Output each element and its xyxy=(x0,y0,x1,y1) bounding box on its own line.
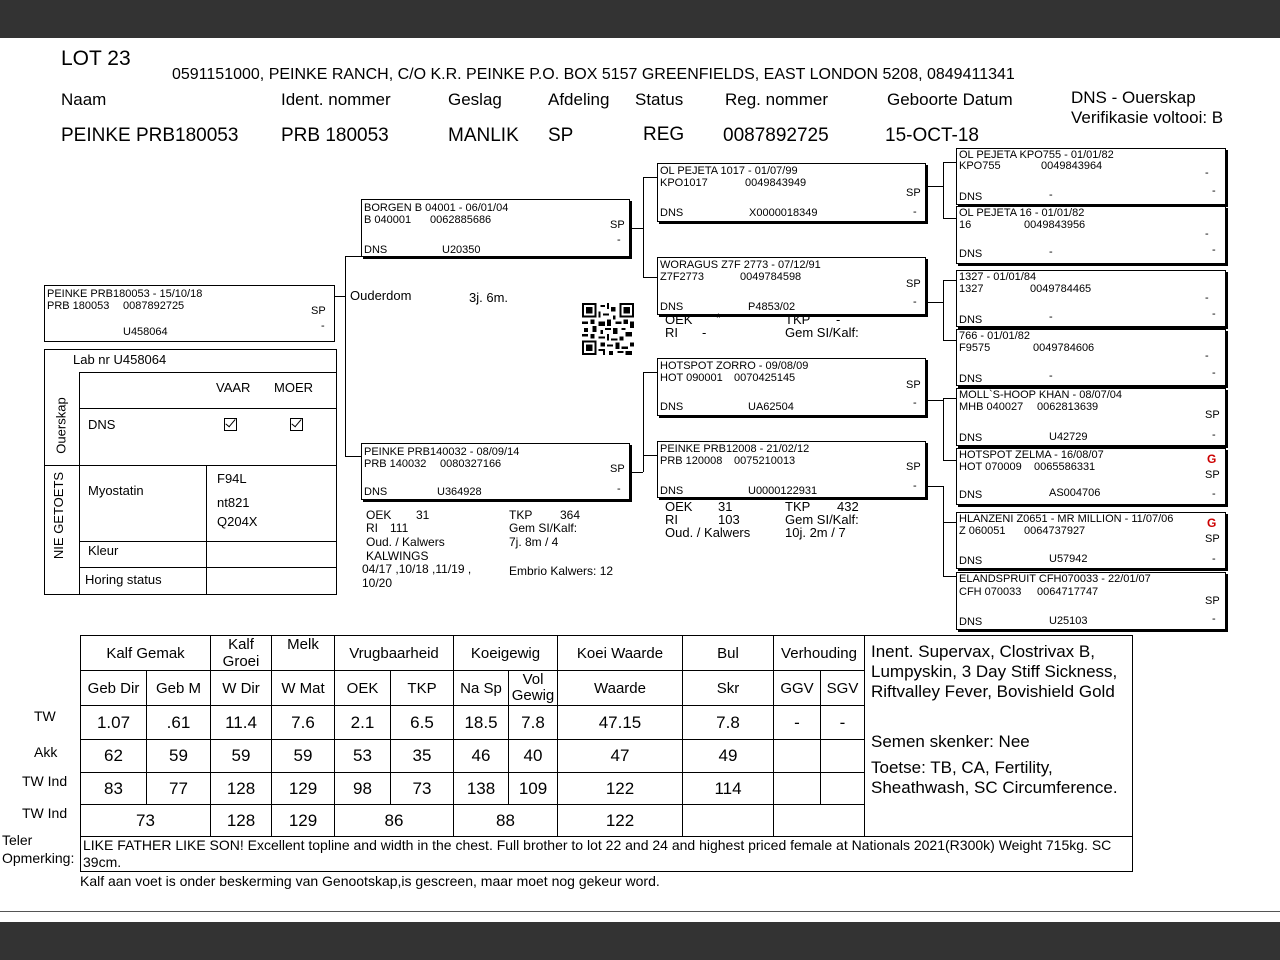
ggp-2-dns: - xyxy=(1049,246,1053,258)
twind-cell: 73 xyxy=(391,773,454,805)
group-kalf-groei: Kalf Groei xyxy=(211,636,272,671)
ss-dns: X0000018349 xyxy=(749,207,818,219)
dam-dns: U364928 xyxy=(437,486,482,498)
twind2-cell: 129 xyxy=(272,805,335,837)
side-notes xyxy=(865,636,1133,837)
col-sgv: SGV xyxy=(821,671,865,706)
tw-cell: 7.8 xyxy=(683,706,774,740)
teler-label: Teler xyxy=(2,832,33,848)
dd-reg: 0075210013 xyxy=(734,455,796,467)
sd-dns-label: DNS xyxy=(660,301,684,313)
sire-box xyxy=(361,199,630,257)
dam-ident: PRB 140032 xyxy=(364,458,427,470)
ggp-2-dns-label: DNS xyxy=(959,248,983,260)
sd-sp: SP xyxy=(906,278,921,290)
dam-reg: 0080327166 xyxy=(440,458,502,470)
horing-label: Horing status xyxy=(85,572,162,587)
tw-cell: 7.6 xyxy=(272,706,335,740)
row-label-tw: TW xyxy=(34,708,56,724)
ggp-7-sp: SP xyxy=(1205,533,1220,545)
ggp-5-dns: U42729 xyxy=(1049,431,1088,443)
col-w-dir: W Dir xyxy=(211,671,272,706)
header-geslag: Geslag xyxy=(448,90,502,109)
dam-oud: 7j. 8m / 4 xyxy=(509,535,559,549)
ss-ident: KPO1017 xyxy=(660,177,708,189)
animal-geslag: MANLIK xyxy=(448,125,519,146)
twind-cell: 128 xyxy=(211,773,272,805)
header-ident: Ident. nommer xyxy=(281,90,391,109)
dd-tkp: 432 xyxy=(837,499,859,514)
twind2-cell: 122 xyxy=(558,805,683,837)
footer-note: Kalf aan voet is onder beskerming van Genootskap,is gescreen, maar moet nog gekeur word. xyxy=(80,873,660,889)
side-note-2: Lumpyskin, 3 Day Stiff Sickness, xyxy=(871,662,1118,681)
ggp-4-sp: - xyxy=(1205,350,1209,362)
performance-table xyxy=(80,635,1133,872)
vaar-header: VAAR xyxy=(216,380,251,395)
twind-cell xyxy=(821,773,865,805)
dd-oud: 10j. 2m / 7 xyxy=(785,525,846,540)
akk-cell: 59 xyxy=(211,740,272,773)
group-koei-waarde: Koei Waarde xyxy=(558,636,683,671)
owner-info: 0591151000, PEINKE RANCH, C/O K.R. PEINKE P.O. BOX 5157 GREENFIELDS, EAST LONDON 5208, 0849411341 xyxy=(172,66,1015,83)
tw-cell: 47.15 xyxy=(558,706,683,740)
group-verhouding: Verhouding xyxy=(774,636,865,671)
dam-ri: 111 xyxy=(390,521,409,535)
ss-title: OL PEJETA 1017 - 01/07/99 xyxy=(660,165,798,177)
ggp-7-dash: - xyxy=(1212,553,1216,565)
ggp-box-2 xyxy=(956,206,1226,264)
col-vol-gewig: Vol Gewig xyxy=(509,671,558,706)
row-label-twind: TW Ind xyxy=(22,773,68,789)
twind-cell: 114 xyxy=(683,773,774,805)
dam-kalwings: 04/17 ,10/18 ,11/19 , xyxy=(362,562,472,576)
tw-cell: - xyxy=(774,706,821,740)
col-oek: OEK xyxy=(335,671,391,706)
dns-title: DNS - Ouerskap xyxy=(1071,88,1196,107)
subject-dash: - xyxy=(321,320,325,332)
sd-dns: P4853/02 xyxy=(748,301,796,313)
twind2-cell: 73 xyxy=(81,805,211,837)
dd-oud-label: Oud. / Kalwers xyxy=(665,525,751,540)
ds-dash: - xyxy=(913,397,917,409)
dam-dns-label: DNS xyxy=(364,486,388,498)
twind2-cell: 128 xyxy=(211,805,272,837)
ggp-4-dns-label: DNS xyxy=(959,373,983,385)
twind-cell: 77 xyxy=(147,773,211,805)
ggp-box-7 xyxy=(956,512,1226,569)
ggp-8-title: ELANDSPRUIT CFH070033 - 22/01/07 xyxy=(959,573,1151,585)
remark-cell: LIKE FATHER LIKE SON! Excellent topline and width in the chest. Full brother to lot 22 and 24 and highest priced female at Nationals 2021(R300k) Weight 715kg. SC 39cm. xyxy=(81,837,1133,872)
ggp-8-ident: CFH 070033 xyxy=(959,586,1022,598)
ggp-1-dns: - xyxy=(1049,189,1053,201)
ds-dns-label: DNS xyxy=(660,401,684,413)
bottom-bar xyxy=(0,922,1280,960)
ds-dns: UA62504 xyxy=(748,401,794,413)
header-geboorte: Geboorte Datum xyxy=(887,90,1013,109)
ggp-6-dash: - xyxy=(1212,488,1216,500)
col-geb-m: Geb M xyxy=(147,671,211,706)
header-naam: Naam xyxy=(61,90,107,109)
lab-number: Lab nr U458064 xyxy=(73,352,167,367)
dam-kalwings-label: KALWINGS xyxy=(366,549,429,563)
akk-cell: 49 xyxy=(683,740,774,773)
twind2-cell xyxy=(683,805,774,837)
group-vrugbaarheid: Vrugbaarheid xyxy=(335,636,454,671)
ds-box xyxy=(657,358,926,416)
header-reg: Reg. nommer xyxy=(725,90,828,109)
animal-geboorte: 15-OCT-18 xyxy=(885,125,979,146)
header-status: Status xyxy=(635,90,684,109)
ggp-6-title: HOTSPOT ZELMA - 16/08/07 xyxy=(959,449,1104,461)
akk-cell: 46 xyxy=(454,740,509,773)
akk-cell: 62 xyxy=(81,740,147,773)
ggp-4-ident: F9575 xyxy=(959,342,991,354)
sd-tkp: - xyxy=(836,312,841,327)
dd-title: PEINKE PRB12008 - 21/02/12 xyxy=(660,443,810,455)
subject-sp: SP xyxy=(311,305,326,317)
dd-dns-label: DNS xyxy=(660,485,684,497)
dam-oek-label: OEK xyxy=(366,508,392,522)
group-kalf-gemak: Kalf Gemak xyxy=(81,636,211,671)
ggp-3-dash: - xyxy=(1212,308,1216,320)
dd-ri: 103 xyxy=(718,512,740,527)
akk-cell: 59 xyxy=(147,740,211,773)
dd-box xyxy=(657,441,926,498)
dam-box xyxy=(361,443,630,500)
subject-title: PEINKE PRB180053 - 15/10/18 xyxy=(47,288,203,300)
ggp-3-reg: 0049784465 xyxy=(1030,283,1092,295)
ggp-8-dash: - xyxy=(1212,613,1216,625)
ggp-box-1 xyxy=(956,148,1226,205)
ggp-6-dns-label: DNS xyxy=(959,489,983,501)
twind-cell: 98 xyxy=(335,773,391,805)
header-afdeling: Afdeling xyxy=(548,90,610,109)
tw-cell: 18.5 xyxy=(454,706,509,740)
ggp-5-dash: - xyxy=(1212,429,1216,441)
ggp-box-3 xyxy=(956,270,1226,327)
sd-box xyxy=(657,257,926,315)
ggp-7-dns: U57942 xyxy=(1049,553,1088,565)
ggp-6-reg: 0065586331 xyxy=(1034,461,1096,473)
akk-cell: 59 xyxy=(272,740,335,773)
verifikasie: Verifikasie voltooi: B xyxy=(1071,108,1224,127)
dam-tkp-label: TKP xyxy=(509,508,533,522)
ggp-1-reg: 0049843964 xyxy=(1041,160,1103,172)
row-label-akk: Akk xyxy=(34,744,58,760)
twind-cell: 129 xyxy=(272,773,335,805)
ggp-2-ident: 16 xyxy=(959,219,972,231)
dns-label: DNS xyxy=(88,417,116,432)
ggp-3-title: 1327 - 01/01/84 xyxy=(959,271,1037,283)
allele-f94l: F94L xyxy=(217,471,247,486)
col-na-sp: Na Sp xyxy=(454,671,509,706)
ggp-4-dns: - xyxy=(1049,370,1053,382)
ggp-7-title: HLANZENI Z0651 - MR MILLION - 11/07/06 xyxy=(959,513,1174,525)
dam-sp: SP xyxy=(610,463,625,475)
ggp-1-dns-label: DNS xyxy=(959,191,983,203)
dd-dash: - xyxy=(913,480,917,492)
dam-dash: - xyxy=(617,483,621,495)
subject-ident: PRB 180053 xyxy=(47,300,110,312)
sd-ri-label: RI xyxy=(665,325,678,340)
group-koeigewig: Koeigewig xyxy=(454,636,558,671)
ggp-box-6 xyxy=(956,448,1226,505)
col-skr: Skr xyxy=(683,671,774,706)
twind2-cell: 88 xyxy=(454,805,558,837)
col-w-mat: W Mat xyxy=(272,671,335,706)
ggp-1-sp: - xyxy=(1205,167,1209,179)
embrio-kalwers: Embrio Kalwers: 12 xyxy=(509,564,614,578)
akk-cell: 40 xyxy=(509,740,558,773)
ouderdom-value: 3j. 6m. xyxy=(469,290,509,305)
ggp-box-8 xyxy=(956,572,1226,630)
dam-ri-label: RI xyxy=(366,521,378,535)
animal-status: REG xyxy=(643,124,685,145)
sd-ident: Z7F2773 xyxy=(660,271,705,283)
sire-ident: B 040001 xyxy=(364,214,412,226)
dam-oek: 31 xyxy=(416,508,430,522)
allele-q204x: Q204X xyxy=(217,514,258,529)
twind-cell: 138 xyxy=(454,773,509,805)
ggp-3-dns-label: DNS xyxy=(959,314,983,326)
tw-cell: 1.07 xyxy=(81,706,147,740)
side-note-toetse: Toetse: TB, CA, Fertility, xyxy=(871,758,1053,777)
opmerking-label: Opmerking: xyxy=(2,850,75,866)
akk-cell xyxy=(774,740,821,773)
ggp-6-ident: HOT 070009 xyxy=(959,461,1022,473)
ggp-6-dns: AS004706 xyxy=(1049,487,1101,499)
sd-tkp-label: TKP xyxy=(785,312,811,327)
subject-dns: U458064 xyxy=(123,326,168,338)
animal-afdeling: SP xyxy=(548,125,574,146)
bottom-divider xyxy=(0,911,1280,912)
tw-cell: .61 xyxy=(147,706,211,740)
col-tkp: TKP xyxy=(391,671,454,706)
side-note-1: Inent. Supervax, Clostrivax B, xyxy=(871,642,1095,661)
ggp-5-title: MOLL`S-HOOP KHAN - 08/07/04 xyxy=(959,389,1123,401)
dam-tkp: 364 xyxy=(560,508,581,522)
ds-ident: HOT 090001 xyxy=(660,372,723,384)
ggp-box-4 xyxy=(956,329,1226,386)
dd-sp: SP xyxy=(906,461,921,473)
moer-checkbox xyxy=(290,418,303,434)
ggp-8-sp: SP xyxy=(1205,595,1220,607)
side-note-toetse-2: Sheathwash, SC Circumference. xyxy=(871,778,1118,797)
ds-reg: 0070425145 xyxy=(734,372,796,384)
ds-sp: SP xyxy=(906,379,921,391)
ggp-1-title: OL PEJETA KPO755 - 01/01/82 xyxy=(959,149,1114,161)
akk-cell xyxy=(821,740,865,773)
twind-cell: 109 xyxy=(509,773,558,805)
ds-title: HOTSPOT ZORRO - 09/08/09 xyxy=(660,360,809,372)
vaar-checkbox xyxy=(224,418,237,434)
twind-cell: 122 xyxy=(558,773,683,805)
row-label-twind-2: TW Ind xyxy=(22,805,68,821)
ggp-7-reg: 0064737927 xyxy=(1024,525,1086,537)
ggp-7-ident: Z 060051 xyxy=(959,525,1006,537)
ss-box xyxy=(657,163,926,222)
dd-oek-label: OEK xyxy=(665,499,693,514)
dd-ri-label: RI xyxy=(665,512,678,527)
akk-cell: 47 xyxy=(558,740,683,773)
dd-gem-label: Gem SI/Kalf: xyxy=(785,512,859,527)
twind-cell: 83 xyxy=(81,773,147,805)
ggp-4-dash: - xyxy=(1212,367,1216,379)
group-bul: Bul xyxy=(683,636,774,671)
kleur-label: Kleur xyxy=(88,543,119,558)
sd-title: WORAGUS Z7F 2773 - 07/12/91 xyxy=(660,259,821,271)
animal-naam: PEINKE PRB180053 xyxy=(61,125,239,146)
ggp-5-reg: 0062813639 xyxy=(1037,401,1099,413)
ggp-box-5 xyxy=(956,388,1226,446)
dam-gem-label: Gem SI/Kalf: xyxy=(509,521,578,535)
sd-reg: 0049784598 xyxy=(740,271,802,283)
ggp-8-reg: 0064717747 xyxy=(1037,586,1099,598)
sd-gem-label: Gem SI/Kalf: xyxy=(785,325,859,340)
sd-oek-label: OEK xyxy=(665,312,693,327)
twind2-cell xyxy=(774,805,865,837)
sire-dash: - xyxy=(617,234,621,246)
dam-title: PEINKE PRB140032 - 08/09/14 xyxy=(364,446,520,458)
group-melk: Melk xyxy=(272,636,335,671)
ggp-6-sp: SP xyxy=(1205,469,1220,481)
genomics-icon: G xyxy=(1207,452,1217,466)
ggp-2-sp: - xyxy=(1205,228,1209,240)
ggp-2-dash: - xyxy=(1212,244,1216,256)
col-ggv: GGV xyxy=(774,671,821,706)
tw-cell: 7.8 xyxy=(509,706,558,740)
ggp-5-ident: MHB 040027 xyxy=(959,401,1024,413)
ggp-1-dash: - xyxy=(1212,185,1216,197)
ss-sp: SP xyxy=(906,187,921,199)
sire-dns-label: DNS xyxy=(364,244,388,256)
ggp-7-dns-label: DNS xyxy=(959,555,983,567)
genomics-icon: G xyxy=(1207,516,1217,530)
tw-cell: 11.4 xyxy=(211,706,272,740)
dd-ident: PRB 120008 xyxy=(660,455,723,467)
akk-cell: 53 xyxy=(335,740,391,773)
dd-oek: 31 xyxy=(718,499,733,514)
lab-box xyxy=(44,349,337,595)
twind-cell xyxy=(774,773,821,805)
subject-reg: 0087892725 xyxy=(123,300,185,312)
dd-tkp-label: TKP xyxy=(785,499,811,514)
ouerskap-label: Ouerskap xyxy=(53,397,69,454)
dam-oud-label: Oud. / Kalwers xyxy=(366,535,445,549)
animal-ident: PRB 180053 xyxy=(281,125,389,146)
tw-cell: - xyxy=(821,706,865,740)
subject-box xyxy=(44,285,335,342)
col-waarde: Waarde xyxy=(558,671,683,706)
moer-header: MOER xyxy=(274,380,313,395)
ggp-2-reg: 0049843956 xyxy=(1024,219,1086,231)
ss-dash: - xyxy=(913,206,917,218)
ggp-3-ident: 1327 xyxy=(959,283,984,295)
sd-oek: * xyxy=(716,311,721,325)
top-bar xyxy=(0,0,1280,38)
animal-reg: 0087892725 xyxy=(723,125,829,146)
tw-cell: 6.5 xyxy=(391,706,454,740)
nie-getoets-label: NIE GETOETS xyxy=(51,471,67,560)
ggp-3-sp: - xyxy=(1205,292,1209,304)
col-geb-dir: Geb Dir xyxy=(81,671,147,706)
akk-cell: 35 xyxy=(391,740,454,773)
myostatin-label: Myostatin xyxy=(88,483,144,498)
ggp-4-title: 766 - 01/01/82 xyxy=(959,330,1030,342)
ggp-3-dns: - xyxy=(1049,311,1053,323)
twind2-cell: 86 xyxy=(335,805,454,837)
allele-nt821: nt821 xyxy=(217,495,250,510)
side-note-3: Riftvalley Fever, Bovishield Gold xyxy=(871,682,1115,701)
qr-code-icon xyxy=(582,303,634,355)
tw-cell: 2.1 xyxy=(335,706,391,740)
sd-ri: - xyxy=(702,325,707,340)
ggp-2-title: OL PEJETA 16 - 01/01/82 xyxy=(959,207,1085,219)
sire-reg: 0062885686 xyxy=(430,214,492,226)
ggp-4-reg: 0049784606 xyxy=(1033,342,1095,354)
ggp-5-sp: SP xyxy=(1205,409,1220,421)
sire-dns: U20350 xyxy=(442,244,481,256)
ss-reg: 0049843949 xyxy=(745,177,807,189)
dam-kalwings-2: 10/20 xyxy=(362,576,393,590)
side-note-semen: Semen skenker: Nee xyxy=(871,732,1030,751)
sd-dash: - xyxy=(913,296,917,308)
dd-dns: U0000122931 xyxy=(748,485,818,497)
ss-dns-label: DNS xyxy=(660,207,684,219)
ouderdom-label: Ouderdom xyxy=(350,288,412,303)
lot-number: LOT 23 xyxy=(61,47,131,70)
sire-sp: SP xyxy=(610,219,625,231)
ggp-1-ident: KPO755 xyxy=(959,160,1001,172)
ggp-8-dns-label: DNS xyxy=(959,616,983,628)
ggp-5-dns-label: DNS xyxy=(959,432,983,444)
sire-title: BORGEN B 04001 - 06/01/04 xyxy=(364,202,509,214)
ggp-8-dns: U25103 xyxy=(1049,615,1088,627)
